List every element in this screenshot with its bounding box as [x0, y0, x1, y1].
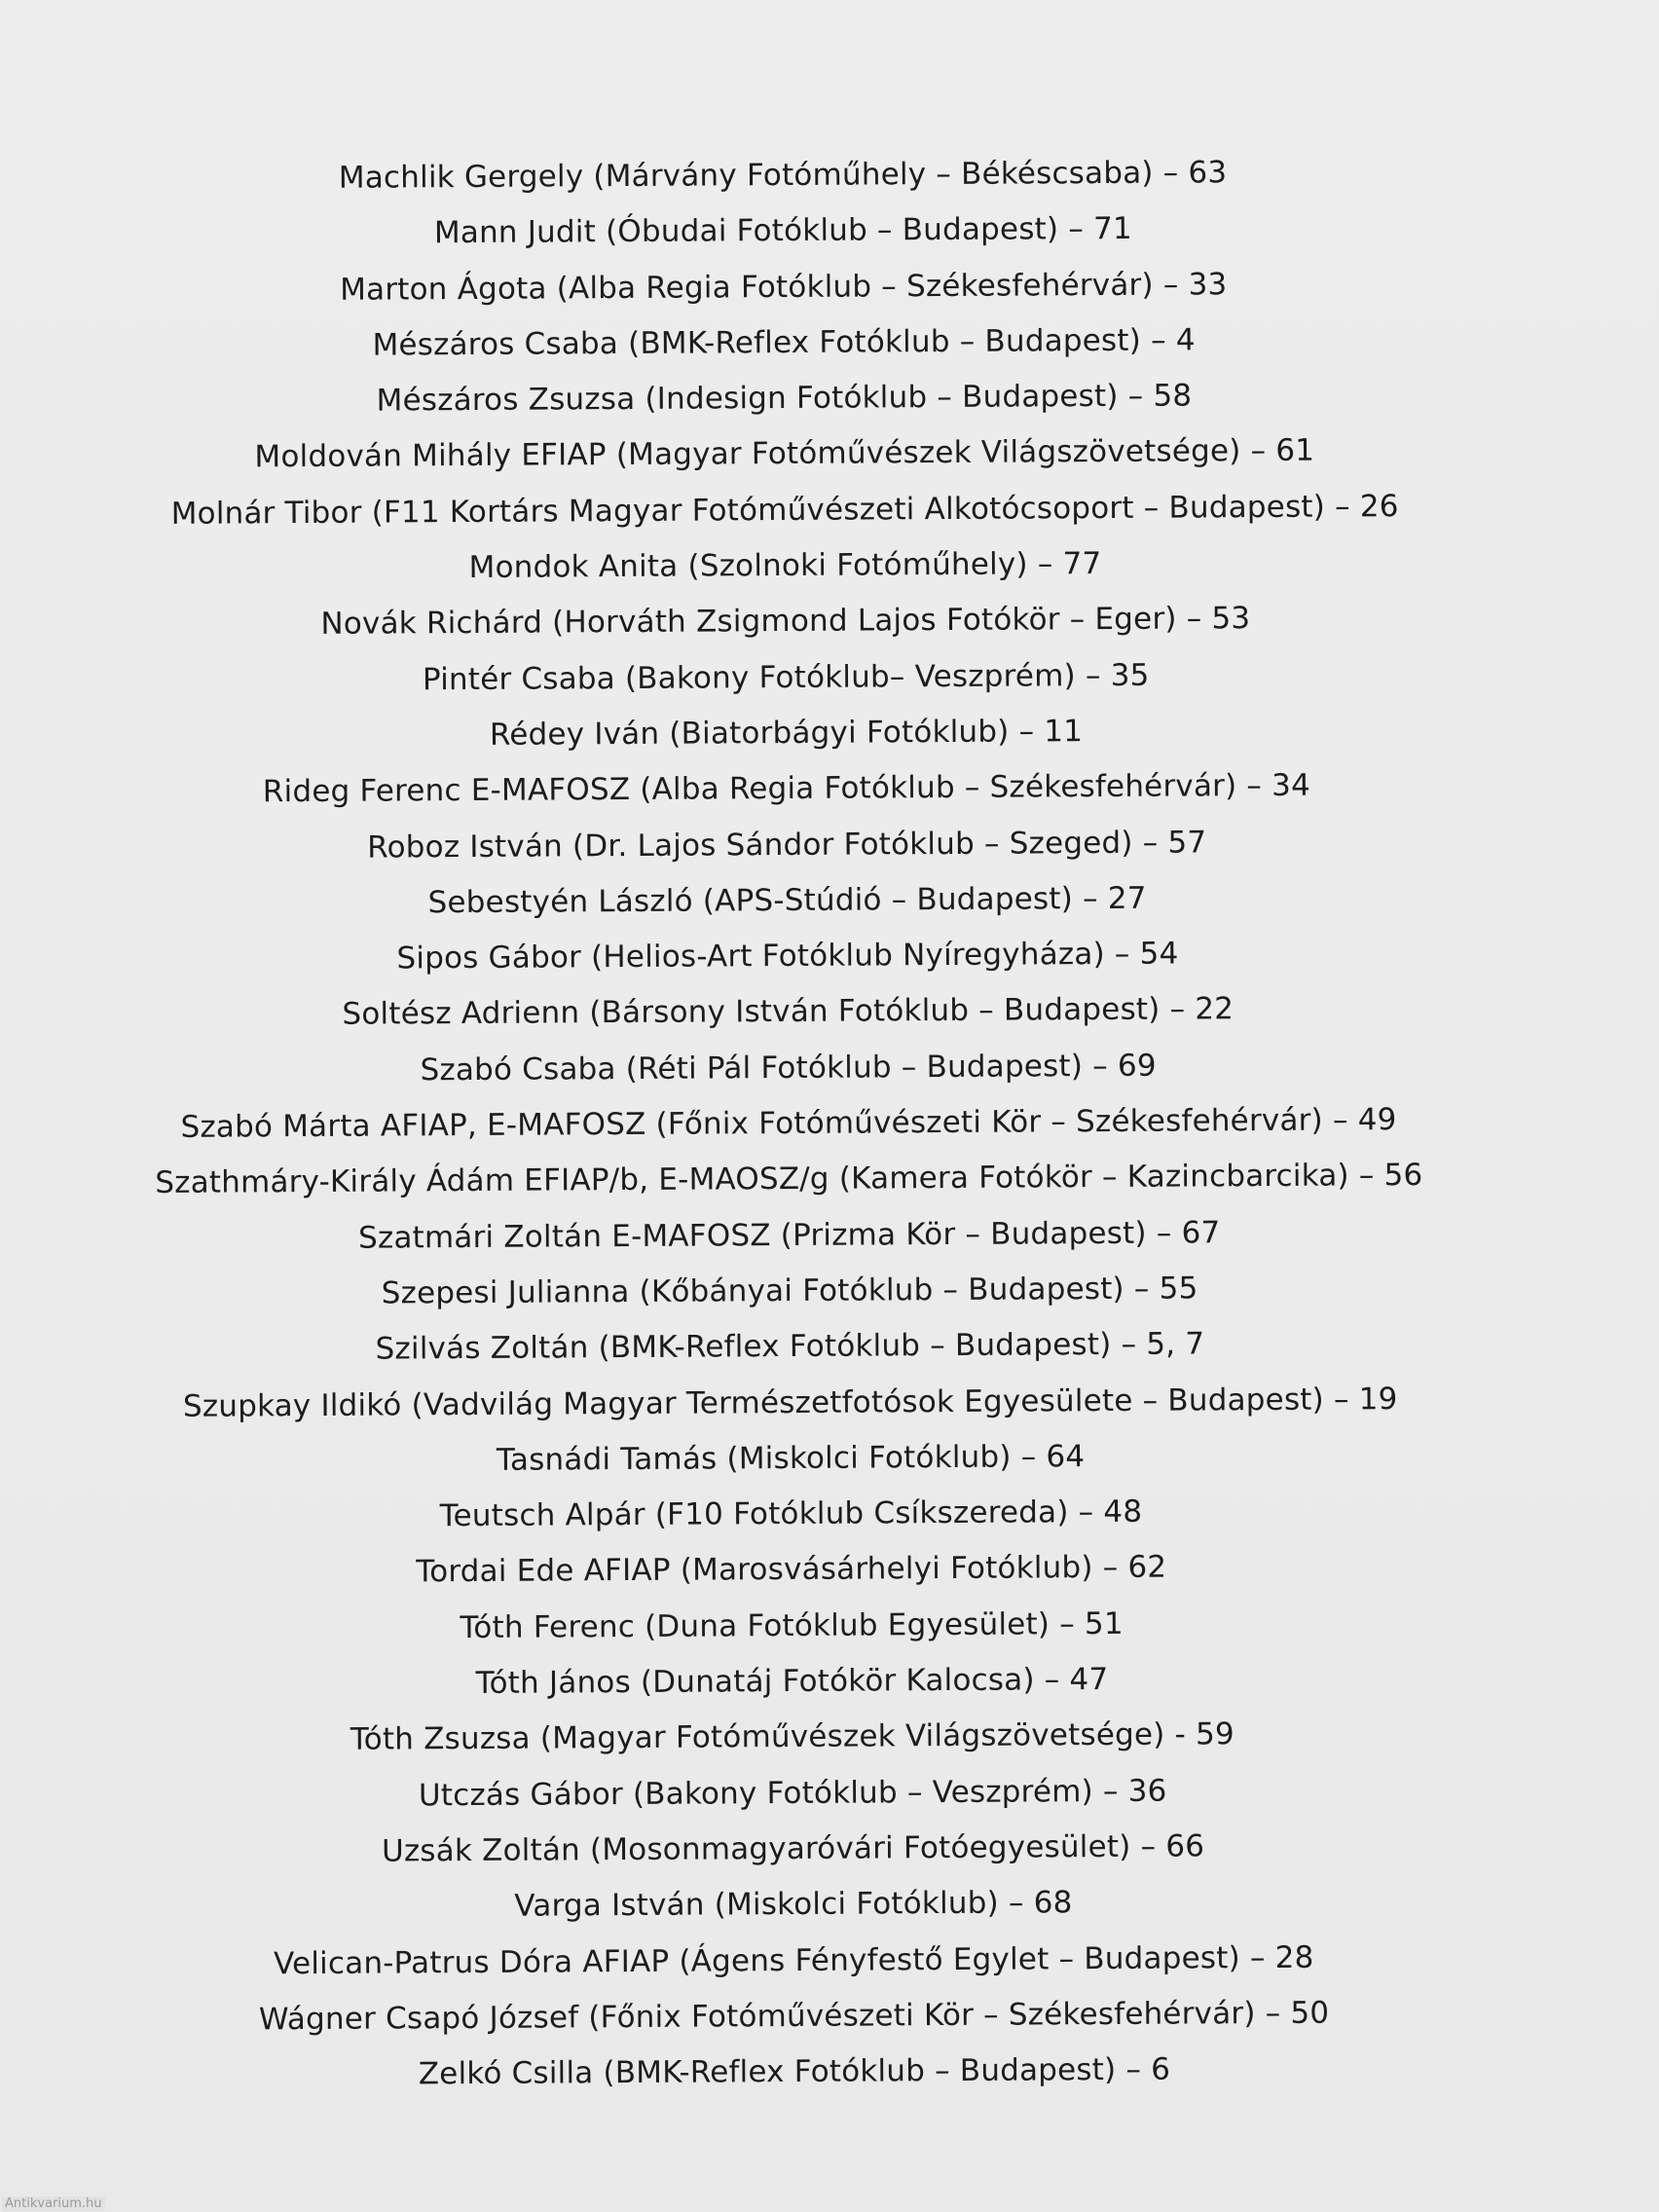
list-item: Molnár Tibor (F11 Kortárs Magyar Fotóművészeti Alkotócsoport – Budapest) – 26: [170, 488, 1399, 532]
list-item: Moldován Mihály EFIAP (Magyar Fotóművészek Világszövetsége) – 61: [254, 433, 1315, 475]
list-item: Velican-Patrus Dóra AFIAP (Ágens Fényfestő Egylet – Budapest) – 28: [273, 1939, 1314, 1981]
list-item: Szathmáry-Király Ádám EFIAP/b, E-MAOSZ/g (Kamera Fotókör – Kazincbarcika) – 56: [155, 1158, 1423, 1201]
watermark: Antikvarium.hu: [2, 2196, 105, 2211]
list-item: Machlik Gergely (Márvány Fotóműhely – Békéscsaba) – 63: [338, 155, 1228, 196]
list-item: Szatmári Zoltán E-MAFOSZ (Prizma Kör – Budapest) – 67: [357, 1214, 1221, 1256]
list-item: Rédey Iván (Biatorbágyi Fotóklub) – 11: [489, 714, 1084, 753]
list-item: Roboz István (Dr. Lajos Sándor Fotóklub – Szeged) – 57: [367, 824, 1207, 866]
list-item: Mészáros Csaba (BMK-Reflex Fotóklub – Budapest) – 4: [372, 322, 1196, 363]
list-item: Szabó Márta AFIAP, E-MAFOSZ (Főnix Fotóművészeti Kör – Székesfehérvár) – 49: [180, 1102, 1397, 1145]
list-item: Szepesi Julianna (Kőbányai Fotóklub – Budapest) – 55: [381, 1271, 1198, 1311]
list-item: Tóth Ferenc (Duna Fotóklub Egyesület) – 51: [460, 1605, 1124, 1645]
list-item: Varga István (Miskolci Fotóklub) – 68: [514, 1885, 1073, 1924]
list-item: Szupkay Ildikó (Vadvilág Magyar Természetfotósok Egyesülete – Budapest) – 19: [182, 1381, 1398, 1424]
list-item: Sipos Gábor (Helios-Art Fotóklub Nyíregyháza) – 54: [396, 936, 1179, 977]
list-item: Teutsch Alpár (F10 Fotóklub Csíkszereda) – 48: [439, 1493, 1143, 1534]
list-item: Tordai Ede AFIAP (Marosvásárhelyi Fotóklub) – 62: [416, 1550, 1167, 1590]
list-item: Soltész Adrienn (Bársony István Fotóklub – Budapest) – 22: [342, 991, 1235, 1033]
list-item: Marton Ágota (Alba Regia Fotóklub – Székesfehérvár) – 33: [340, 266, 1228, 308]
list-item: Utczás Gábor (Bakony Fotóklub – Veszprém) – 36: [418, 1773, 1167, 1813]
list-item: Tóth Zsuzsa (Magyar Fotóművészek Világszövetsége) - 59: [350, 1716, 1235, 1758]
list-item: Mészáros Zsuzsa (Indesign Fotóklub – Budapest) – 58: [376, 378, 1193, 419]
list-item: Szilvás Zoltán (BMK-Reflex Fotóklub – Budapest) – 5, 7: [375, 1326, 1205, 1367]
list-item: Zelkó Csilla (BMK-Reflex Fotóklub – Budapest) – 6: [418, 2051, 1171, 2092]
list-item: Tasnádi Tamás (Miskolci Fotóklub) – 64: [496, 1438, 1086, 1478]
list-item: Novák Richárd (Horváth Zsigmond Lajos Fotókör – Eger) – 53: [320, 601, 1251, 643]
list-item: Mondok Anita (Szolnoki Fotóműhely) – 77: [468, 546, 1102, 586]
list-item: Uzsák Zoltán (Mosonmagyaróvári Fotóegyesület) – 66: [381, 1828, 1205, 1869]
index-list: [0, 143, 1583, 2105]
list-item: Pintér Csaba (Bakony Fotóklub– Veszprém) – 35: [422, 657, 1150, 697]
list-item: Szabó Csaba (Réti Pál Fotóklub – Budapest) – 69: [420, 1048, 1157, 1088]
list-item: Rideg Ferenc E-MAFOSZ (Alba Regia Fotóklub – Székesfehérvár) – 34: [262, 767, 1311, 810]
list-item: Sebestyén László (APS-Stúdió – Budapest) – 27: [427, 880, 1147, 921]
list-item: Tóth János (Dunatáj Fotókör Kalocsa) – 47: [475, 1662, 1109, 1701]
list-item: Mann Judit (Óbudai Fotóklub – Budapest) – 71: [433, 211, 1133, 251]
list-item: Wágner Csapó József (Főnix Fotóművészeti Kör – Székesfehérvár) – 50: [258, 1995, 1330, 2038]
